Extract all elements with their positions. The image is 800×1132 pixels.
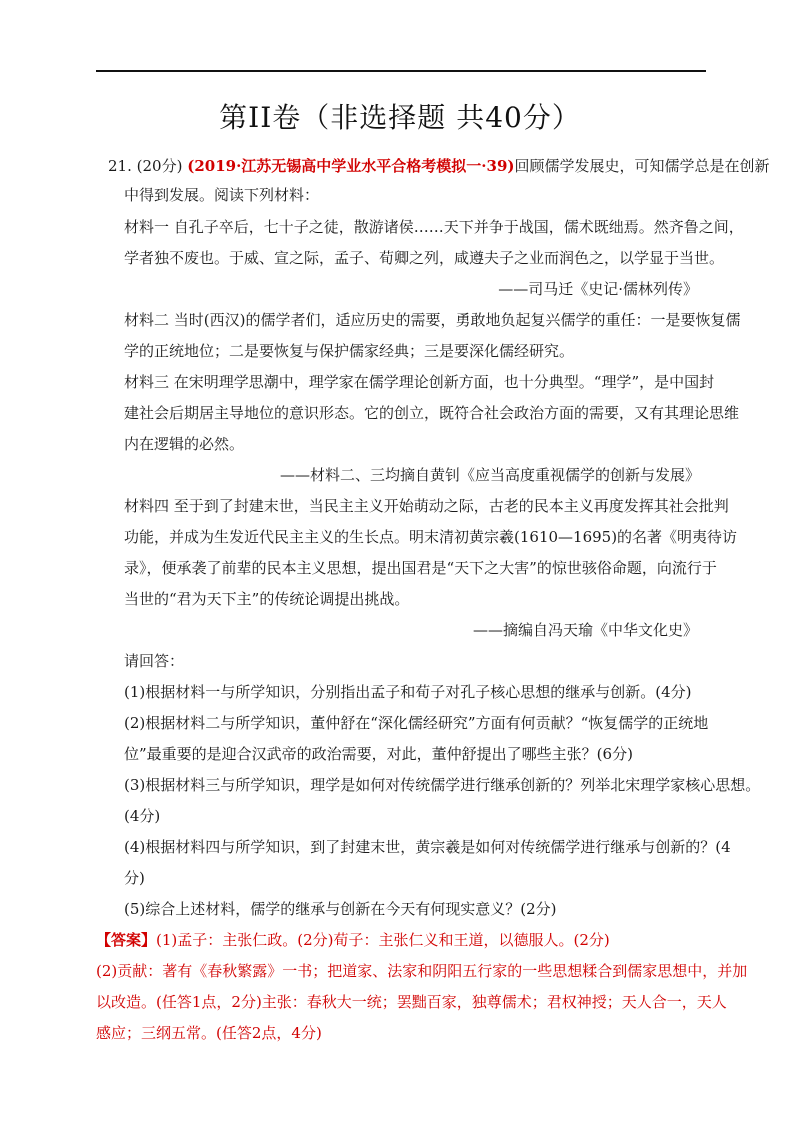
top-divider [96, 70, 706, 72]
material-4-line: 功能，并成为生发近代民主主义的生长点。明末清初黄宗羲(1610—1695)的名著《明夷待访 [124, 528, 738, 546]
sub-question-2: (2)根据材料二与所学知识，董仲舒在“深化儒经研究”方面有何贡献？“恢复儒学的正统地 [124, 714, 709, 732]
answer-line: 感应；三纲五常。(任答2点，4分) [96, 1024, 322, 1042]
answer-label: 【答案】 [96, 931, 157, 949]
answer-text: (1)孟子：主张仁政。(2分)荀子：主张仁义和王道，以德服人。(2分) [156, 931, 610, 949]
material-4-line: 录》，便承袭了前辈的民本主义思想，提出国君是“天下之大害”的惊世骇俗命题，向流行于 [124, 559, 717, 577]
material-4-line: 当世的“君为天下主”的传统论调提出挑战。 [124, 590, 410, 608]
question-stem: 回顾儒学发展史，可知儒学总是在创新 [514, 157, 770, 175]
material-4-source: ——摘编自冯天瑜《中华文化史》 [472, 621, 698, 639]
section-heading: 第II卷（非选择题 共40分） [219, 101, 581, 134]
sub-question-3: (3)根据材料三与所学知识，理学是如何对传统儒学进行继承创新的？列举北宋理学家核心思想。 [124, 776, 761, 794]
material-3-source: ——材料二、三均摘自黄钊《应当高度重视儒学的创新与发展》 [280, 466, 701, 484]
sub-question-4-cont: 分) [124, 869, 145, 887]
answer-prompt: 请回答： [124, 652, 185, 670]
material-2-line: 材料二 当时(西汉)的儒学者们，适应历史的需要，勇敢地负起复兴儒学的重任：一是要恢复儒 [124, 311, 741, 329]
material-1-line: 学者独不废也。于威、宣之际，孟子、荀卿之列，咸遵夫子之业而润色之，以学显于当世。 [124, 249, 725, 267]
sub-question-4: (4)根据材料四与所学知识，到了封建末世，黄宗羲是如何对传统儒学进行继承与创新的？(4 [124, 838, 731, 856]
material-1-line: 材料一 自孔子卒后，七十子之徒，散游诸侯……天下并争于战国，儒术既绌焉。然齐鲁之间， [124, 218, 744, 236]
sub-question-5: (5)综合上述材料，儒学的继承与创新在今天有何现实意义？(2分) [124, 900, 557, 918]
question-number: 21. [108, 157, 132, 175]
sub-question-2-cont: 位”最重要的是迎合汉武帝的政治需要，对此，董仲舒提出了哪些主张？(6分) [124, 745, 633, 763]
sub-question-1: (1)根据材料一与所学知识，分别指出孟子和荀子对孔子核心思想的继承与创新。(4分) [124, 683, 692, 701]
question-stem-cont: 中得到发展。阅读下列材料： [124, 186, 320, 204]
material-2-line: 学的正统地位；二是要恢复与保护儒家经典；三是要深化儒经研究。 [124, 342, 575, 360]
material-1-source: ——司马迁《史记·儒林列传》 [498, 280, 698, 298]
question-header [108, 155, 770, 177]
sub-question-3-cont: (4分) [124, 807, 161, 825]
material-3-line: 内在逻辑的必然。 [124, 435, 245, 453]
answer-line [96, 929, 610, 951]
question-score: (20分) [136, 157, 183, 175]
answer-line: (2)贡献：著有《春秋繁露》一书；把道家、法家和阴阳五行家的一些思想糅合到儒家思想中，并加 [96, 962, 748, 980]
question-source: (2019·江苏无锡高中学业水平合格考模拟一·39) [187, 157, 515, 175]
answer-line: 以改造。(任答1点，2分)主张：春秋大一统；罢黜百家，独尊儒术；君权神授；天人合一，天人 [96, 993, 727, 1011]
material-4-line: 材料四 至于到了封建末世，当民主主义开始萌动之际，古老的民本主义再度发挥其社会批判 [124, 497, 729, 515]
material-3-line: 建社会后期居主导地位的意识形态。它的创立，既符合社会政治方面的需要，又有其理论思维 [124, 404, 740, 422]
material-3-line: 材料三 在宋明理学思潮中，理学家在儒学理论创新方面，也十分典型。“理学”，是中国封 [124, 373, 715, 391]
